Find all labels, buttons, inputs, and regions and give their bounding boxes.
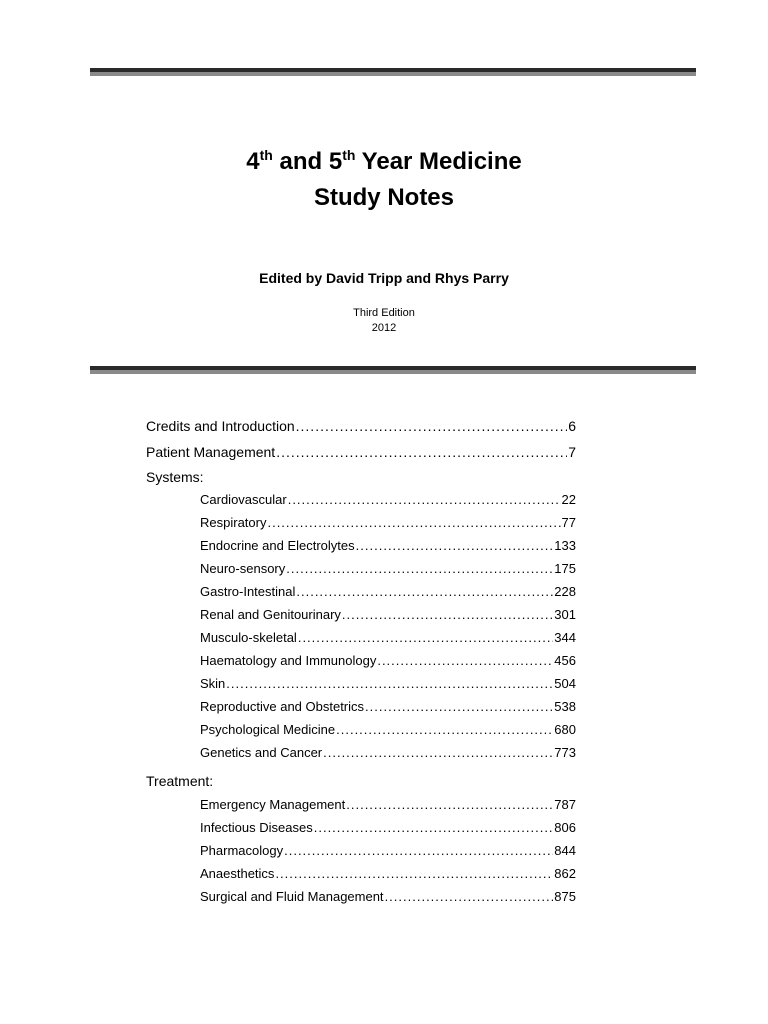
- toc-page-number: 175: [554, 561, 576, 576]
- dot-leader: [356, 538, 554, 553]
- dot-leader: [284, 843, 553, 858]
- toc-entry-emergency: [200, 797, 576, 812]
- toc-entry-endocrine: [200, 538, 576, 553]
- dot-leader: [286, 561, 553, 576]
- toc-entry-respiratory: [200, 515, 576, 530]
- systems-heading: Systems:: [146, 469, 204, 485]
- treatment-heading: Treatment:: [146, 773, 214, 789]
- toc-page-number: 862: [554, 866, 576, 881]
- toc-label: Psychological Medicine: [200, 722, 336, 737]
- title-line-2: Study Notes: [313, 184, 454, 211]
- toc-label: Genetics and Cancer: [200, 745, 323, 760]
- toc-label: Infectious Diseases: [200, 820, 313, 835]
- toc-page-number: 6: [568, 418, 576, 434]
- toc-entry-haematology: [200, 653, 576, 668]
- toc-entry-patient-management: [146, 444, 576, 460]
- toc-label: Emergency Management: [200, 797, 346, 812]
- dot-leader: [365, 699, 553, 714]
- dot-leader: [342, 607, 553, 622]
- toc-page-number: 787: [554, 797, 576, 812]
- edition-label: Third Edition: [353, 307, 415, 319]
- toc-entry-musculo-skeletal: [200, 630, 576, 645]
- title-part-3: Year Medicine: [355, 148, 522, 175]
- toc-page-number: 773: [554, 745, 576, 760]
- toc-page-number: 77: [561, 515, 576, 530]
- toc-entry-cardiovascular: [200, 492, 576, 507]
- dot-leader: [276, 444, 567, 460]
- toc-entry-renal: [200, 607, 576, 622]
- toc-page-number: 806: [554, 820, 576, 835]
- dot-leader: [298, 630, 553, 645]
- toc-page-number: 344: [554, 630, 576, 645]
- toc-page-number: 504: [554, 676, 576, 691]
- toc-label: Neuro-sensory: [200, 561, 286, 576]
- toc-page-number: 228: [554, 584, 576, 599]
- edition-year: 2012: [371, 322, 397, 334]
- toc-entry-psychological: [200, 722, 576, 737]
- dot-leader: [377, 653, 553, 668]
- toc-label: Surgical and Fluid Management: [200, 889, 384, 904]
- title-superscript-1: th: [259, 147, 273, 163]
- toc-label: Anaesthetics: [200, 866, 275, 881]
- dot-leader: [296, 584, 553, 599]
- toc-label: Cardiovascular: [200, 492, 287, 507]
- toc-entry-pharmacology: [200, 843, 576, 858]
- toc-entry-neuro-sensory: [200, 561, 576, 576]
- title-superscript-2: th: [342, 147, 356, 163]
- toc-entry-anaesthetics: [200, 866, 576, 881]
- dot-leader: [267, 515, 560, 530]
- dot-leader: [346, 797, 553, 812]
- dot-leader: [314, 820, 554, 835]
- dot-leader: [385, 889, 554, 904]
- dot-leader: [336, 722, 553, 737]
- toc-label: Reproductive and Obstetrics: [200, 699, 365, 714]
- toc-page-number: 22: [561, 492, 576, 507]
- dot-leader: [323, 745, 553, 760]
- toc-entry-genetics: [200, 745, 576, 760]
- toc-label: Endocrine and Electrolytes: [200, 538, 355, 553]
- toc-label: Renal and Genitourinary: [200, 607, 341, 622]
- title-part-2: and 5: [272, 148, 343, 175]
- title-part-1: 4: [246, 148, 260, 175]
- toc-page-number: 133: [554, 538, 576, 553]
- toc-page-number: 538: [554, 699, 576, 714]
- dot-leader: [275, 866, 553, 881]
- toc-label: Skin: [200, 676, 226, 691]
- toc-page-number: 844: [554, 843, 576, 858]
- toc-label: Musculo-skeletal: [200, 630, 297, 645]
- toc-entry-credits: [146, 418, 576, 434]
- toc-page-number: 301: [554, 607, 576, 622]
- toc-label: Haematology and Immunology: [200, 653, 377, 668]
- toc-label: Pharmacology: [200, 843, 284, 858]
- toc-entry-surgical: [200, 889, 576, 904]
- toc-entry-infectious: [200, 820, 576, 835]
- toc-entry-skin: [200, 676, 576, 691]
- toc-page-number: 875: [554, 889, 576, 904]
- toc-entry-reproductive: [200, 699, 576, 714]
- toc-page-number: 7: [568, 444, 576, 460]
- dot-leader: [288, 492, 561, 507]
- dot-leader: [226, 676, 553, 691]
- toc-label: Credits and Introduction: [146, 418, 295, 434]
- toc-entry-gastro-intestinal: [200, 584, 576, 599]
- toc-label: Respiratory: [200, 515, 267, 530]
- dot-leader: [296, 418, 568, 434]
- toc-page-number: 680: [554, 722, 576, 737]
- toc-label: Gastro-Intestinal: [200, 584, 296, 599]
- toc-page-number: 456: [554, 653, 576, 668]
- editors-line: Edited by David Tripp and Rhys Parry: [259, 270, 509, 286]
- toc-label: Patient Management: [146, 444, 276, 460]
